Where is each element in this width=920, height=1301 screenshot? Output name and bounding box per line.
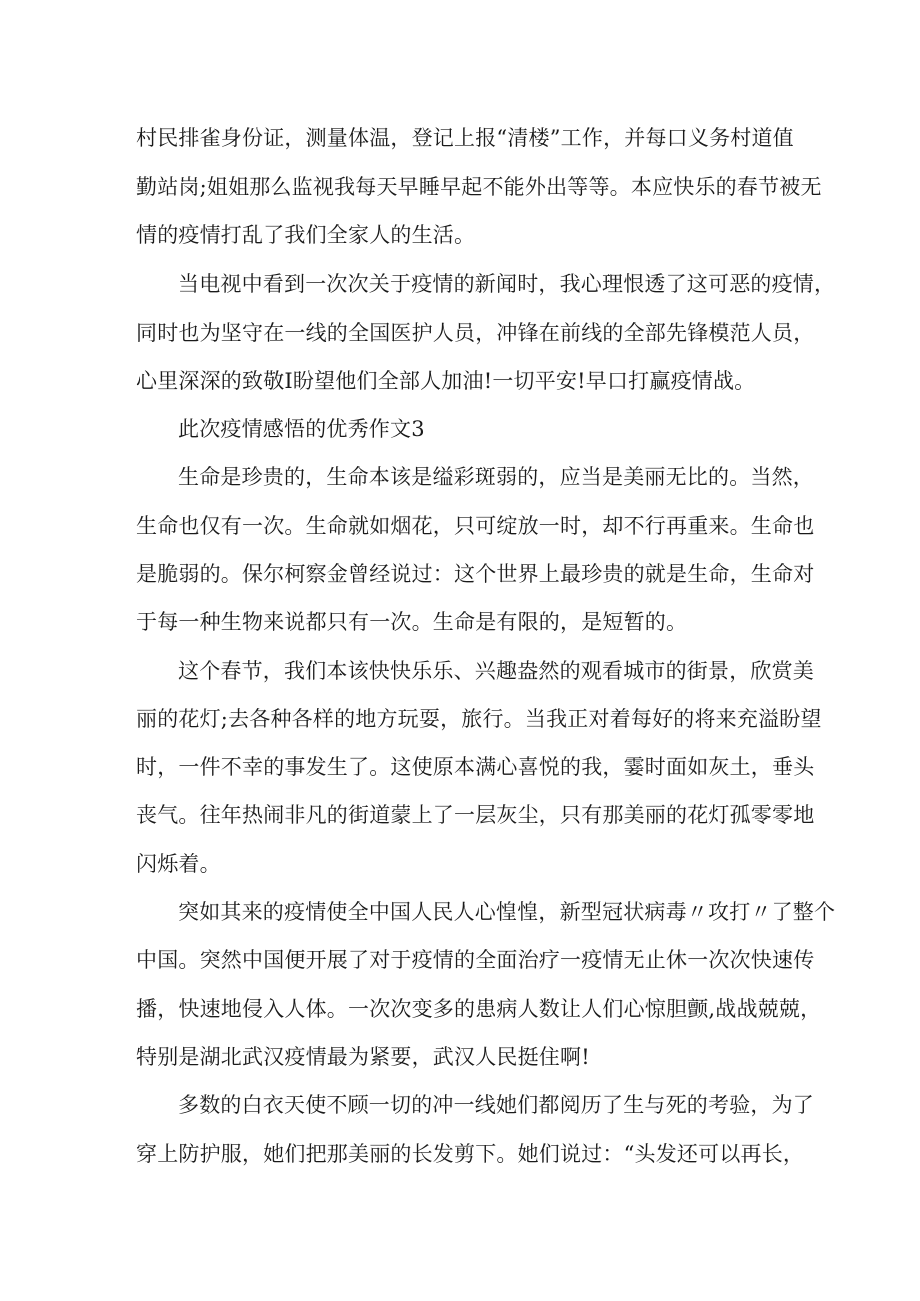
text-line: 生命也仅有一次。生命就如烟花，只可绽放一时，却不行再重来。生命也 [136,514,815,538]
text-line: 同时也为坚守在一线的全国医护人员，冲锋在前线的全部先锋模范人员， [136,321,815,345]
text-line: 于每一种生物来说都只有一次。生命是有限的，是短暂的。 [136,610,688,634]
paragraph-first-line: 这个春节，我们本该快快乐乐、兴趣盎然的观看城市的街景，欣赏美 [178,659,814,683]
text-line: 丧气。往年热闹非凡的街道蒙上了一层灰尘，只有那美丽的花灯孤零零地 [136,803,815,827]
text-line: 特别是湖北武汉疫情最为紧要，武汉人民挺住啊! [136,1045,590,1069]
text-line: 丽的花灯;去各种各样的地方玩耍，旅行。当我正对着每好的将来充溢盼望 [136,707,822,731]
paragraph-first-line: 生命是珍贵的，生命本该是缢彩斑弱的，应当是美丽无比的。当然， [178,465,814,489]
text-line: 穿上防护服，她们把那美丽的长发剪下。她们说过：“头发还可以再长， [136,1142,805,1166]
text-line: 时，一件不幸的事发生了。这使原本满心喜悦的我，霎时面如灰土，垂头 [136,755,815,779]
text-line: 播，快速地侵入人体。一次次变多的患病人数让人们心惊胆颤,战战兢兢， [136,997,822,1021]
text-line: 中国。突然中国便开展了对于疫情的全面治疗一疫情无止休一次次快速传 [136,948,815,972]
paragraph-first-line: 当电视中看到一次次关于疫情的新闻时，我心理恨透了这可恶的疫情， [178,272,836,296]
text-line: 勤站岗;姐姐那么监视我每天早睡早起不能外出等等。本应快乐的春节被无 [136,175,822,199]
paragraph-first-line: 突如其来的疫情使全中国人民人心惶惶，新型冠状病毒〃攻打〃了整个 [178,900,836,924]
text-line: 心里深深的致敬I盼望他们全部人加油!一切平安!早口打赢疫情战。 [136,369,756,393]
text-line: 情的疫情打乱了我们全家人的生活。 [136,223,476,247]
section-heading: 此次疫情感悟的优秀作文3 [178,417,425,441]
text-line: 是脆弱的。保尔柯察金曾经说过：这个世界上最珍贵的就是生命，生命对 [136,562,815,586]
paragraph-first-line: 多数的白衣天使不顾一切的冲一线她们都阅历了生与死的考验，为了 [178,1093,814,1117]
text-line: 闪烁着。 [136,852,221,876]
text-line: 村民排雀身份证，测量体温，登记上报“清楼”工作，并每口义务村道值 [136,126,794,150]
